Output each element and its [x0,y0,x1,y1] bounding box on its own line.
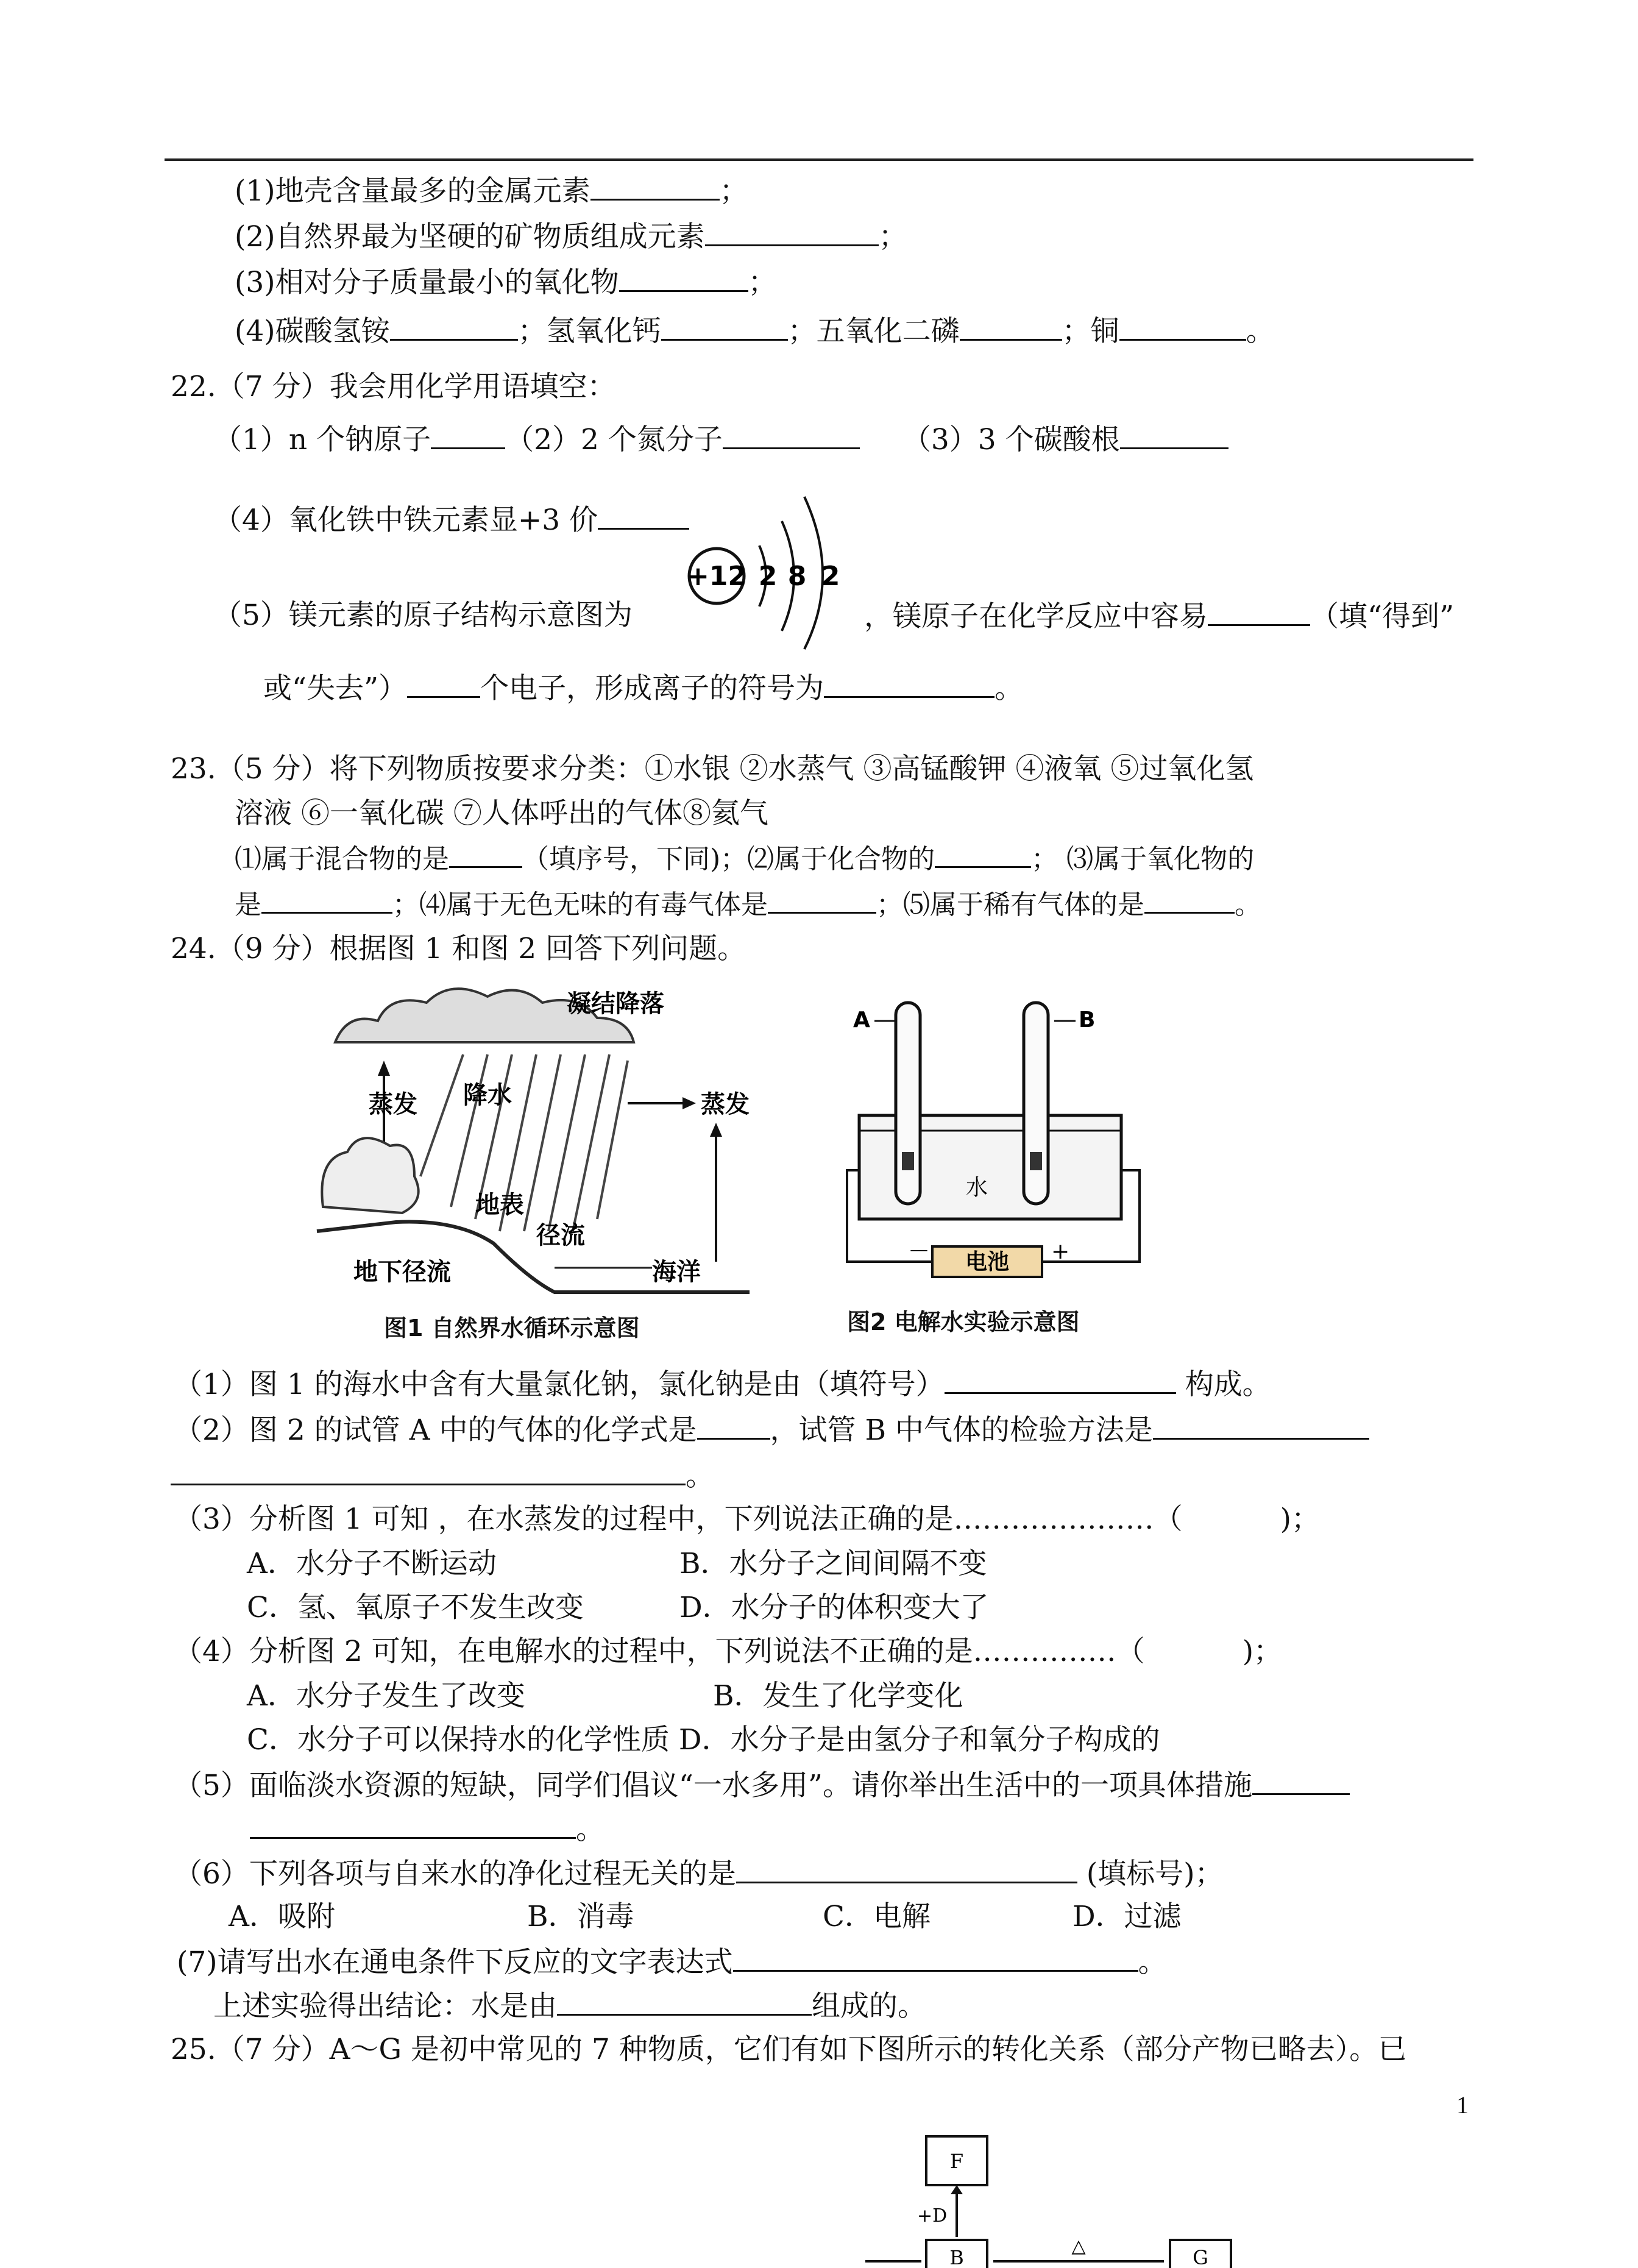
q24-sub-6-option-c: C．电解 [823,1900,931,1933]
label-minus: － [908,1239,931,1264]
q22-part-5-a: （5）镁元素的原子结构示意图为 [213,599,633,632]
q24-sub-4: （4）分析图 2 可知，在电解水的过程中，下列说法不正确的是……………（ )； [174,1635,1283,1668]
q24-sub-6-option-a: A．吸附 [229,1900,335,1933]
q21-line-3: (3)相对分子质量最小的氧化物 ； [235,263,777,301]
figure-1-water-cycle [311,975,762,1341]
q24-sub-7: (7)请写出水在通电条件下反应的文字表达式 。 [177,1943,1167,1981]
q24-sub-3-option-d: D．水分子的体积变大了 [679,1591,989,1624]
q24-sub-2: （2）图 2 的试管 A 中的气体的化学式是 ，试管 B 中气体的检验方法是 [174,1411,1369,1449]
q24-sub-3-option-c: C．氢、氧原子不发生改变 [247,1591,584,1624]
label-evaporation-1: 蒸发 [369,1090,417,1118]
label-f: F [949,2150,964,2173]
q25-transformation-diagram [853,2130,1243,2268]
q22-part-5-b: ，镁原子在化学反应中容易 （填“得到” [864,597,1454,635]
q22-part-6: 或“失去”） 个电子，形成离子的符号为 。 [263,669,1023,707]
label-condense: 凝结降落 [567,990,664,1018]
q24-sub-2-cont: 。 [171,1457,714,1495]
shell-electrons-2: 8 [787,561,807,592]
electrode-b [1030,1152,1042,1170]
figure-2-electrolysis [841,987,1158,1304]
label-plus-d: +D [917,2205,948,2227]
q23-line-4: 是 ；⑷属于无色无味的有毒气体是 ；⑸属于稀有气体的是 。 [235,885,1261,923]
q22-part-4: （4）氧化铁中铁元素显+3 价 [213,501,689,539]
label-ocean: 海洋 [652,1258,701,1286]
ocean-up-arrowhead [710,1123,722,1137]
q21-line-4: (4)碳酸氢铵 ；氢氧化钙 ；五氧化二磷 ；铜 。 [235,312,1275,350]
q23-line-1: 23.（5 分）将下列物质按要求分类：①水银 ②水蒸气 ③高锰酸钾 ④液氧 ⑤过氧化氢 [171,752,1254,786]
evaporation-arrowhead-right [682,1097,696,1109]
label-water: 水 [966,1175,988,1200]
label-evaporation-2: 蒸发 [701,1090,750,1118]
q24-sub-4-option-a: A．水分子发生了改变 [247,1679,525,1713]
page-number: 1 [1456,2091,1469,2119]
q24-sub-6-option-b: B．消毒 [527,1900,634,1933]
label-plus: + [1051,1239,1070,1264]
q24-title: 24.（9 分）根据图 1 和图 2 回答下列问题。 [171,932,746,965]
q24-sub-3: （3）分析图 1 可知 ，在水蒸发的过程中，下列说法正确的是…………………（ )； [174,1502,1320,1536]
label-surface-runoff-1: 地表 [475,1191,524,1219]
q22-part-1: （1）n 个钠原子 （2）2 个氮分子 （3）3 个碳酸根 [213,421,1228,458]
electrode-a [902,1152,914,1170]
label-rainfall: 降水 [463,1081,512,1109]
q22-title: 22.（7 分）我会用化学用语填空： [171,370,616,403]
label-b: B [949,2246,964,2268]
label-underground-runoff: 地下径流 [353,1258,451,1286]
arrowhead-b-to-f [951,2185,963,2194]
q24-sub-3-option-b: B．水分子之间间隔不变 [679,1547,987,1580]
q24-sub-5: （5）面临淡水资源的短缺，同学们倡议“一水多用”。请你举出生活中的一项具体措施 [174,1766,1350,1804]
q24-sub-3-option-a: A．水分子不断运动 [247,1547,497,1580]
label-tube-b: B [1079,1008,1096,1033]
label-g: G [1193,2246,1208,2268]
header-rule [165,158,1473,161]
q21-line-1: (1)地壳含量最多的金属元素 ； [235,172,748,210]
q24-sub-6-option-d: D．过滤 [1072,1900,1182,1933]
q24-sub-8: 上述实验得出结论：水是由 组成的。 [213,1987,926,2025]
q24-sub-6: （6）下列各项与自来水的净化过程无关的是 (填标号)； [174,1855,1224,1893]
evaporation-arrowhead-left [378,1061,390,1076]
test-tube-b [1024,1003,1048,1204]
nucleus-charge: +12 [686,561,747,592]
shell-electrons-3: 2 [821,561,840,592]
label-surface-runoff-2: 径流 [536,1221,585,1250]
shell-electrons-1: 2 [758,561,778,592]
q24-sub-5-cont: 。 [250,1810,604,1848]
label-heat: △ [1071,2236,1086,2257]
q23-line-2: 溶液 ⑥一氧化碳 ⑦人体呼出的气体⑧氦气 [235,797,768,830]
trees [322,1138,418,1213]
label-tube-a: A [853,1008,870,1033]
magnesium-atom-structure-diagram [681,488,864,652]
q21-line-2: (2)自然界最为坚硬的矿物质组成元素 ； [235,218,907,255]
electron-shell-3 [804,497,823,649]
figure-1-caption: 图1 自然界水循环示意图 [384,1315,640,1342]
q25-title: 25.（7 分）A～G 是初中常见的 7 种物质，它们有如下图所示的转化关系（部分产物已略去）。已 [171,2033,1407,2066]
q24-sub-4-options-cd: C．水分子可以保持水的化学性质 D．水分子是由氢分子和氧分子构成的 [247,1723,1160,1757]
test-tube-a [896,1003,920,1204]
q24-sub-4-option-b: B．发生了化学变化 [713,1679,963,1713]
rain-lines [420,1054,628,1231]
label-battery: 电池 [965,1250,1010,1274]
q24-sub-1: （1）图 1 的海水中含有大量氯化钠，氯化钠是由（填符号） 构成。 [174,1365,1271,1403]
q23-line-3: ⑴属于混合物的是 （填序号，下同)；⑵属于化合物的 ； ⑶属于氧化物的 [235,839,1254,878]
figure-2-caption: 图2 电解水实验示意图 [847,1309,1080,1335]
